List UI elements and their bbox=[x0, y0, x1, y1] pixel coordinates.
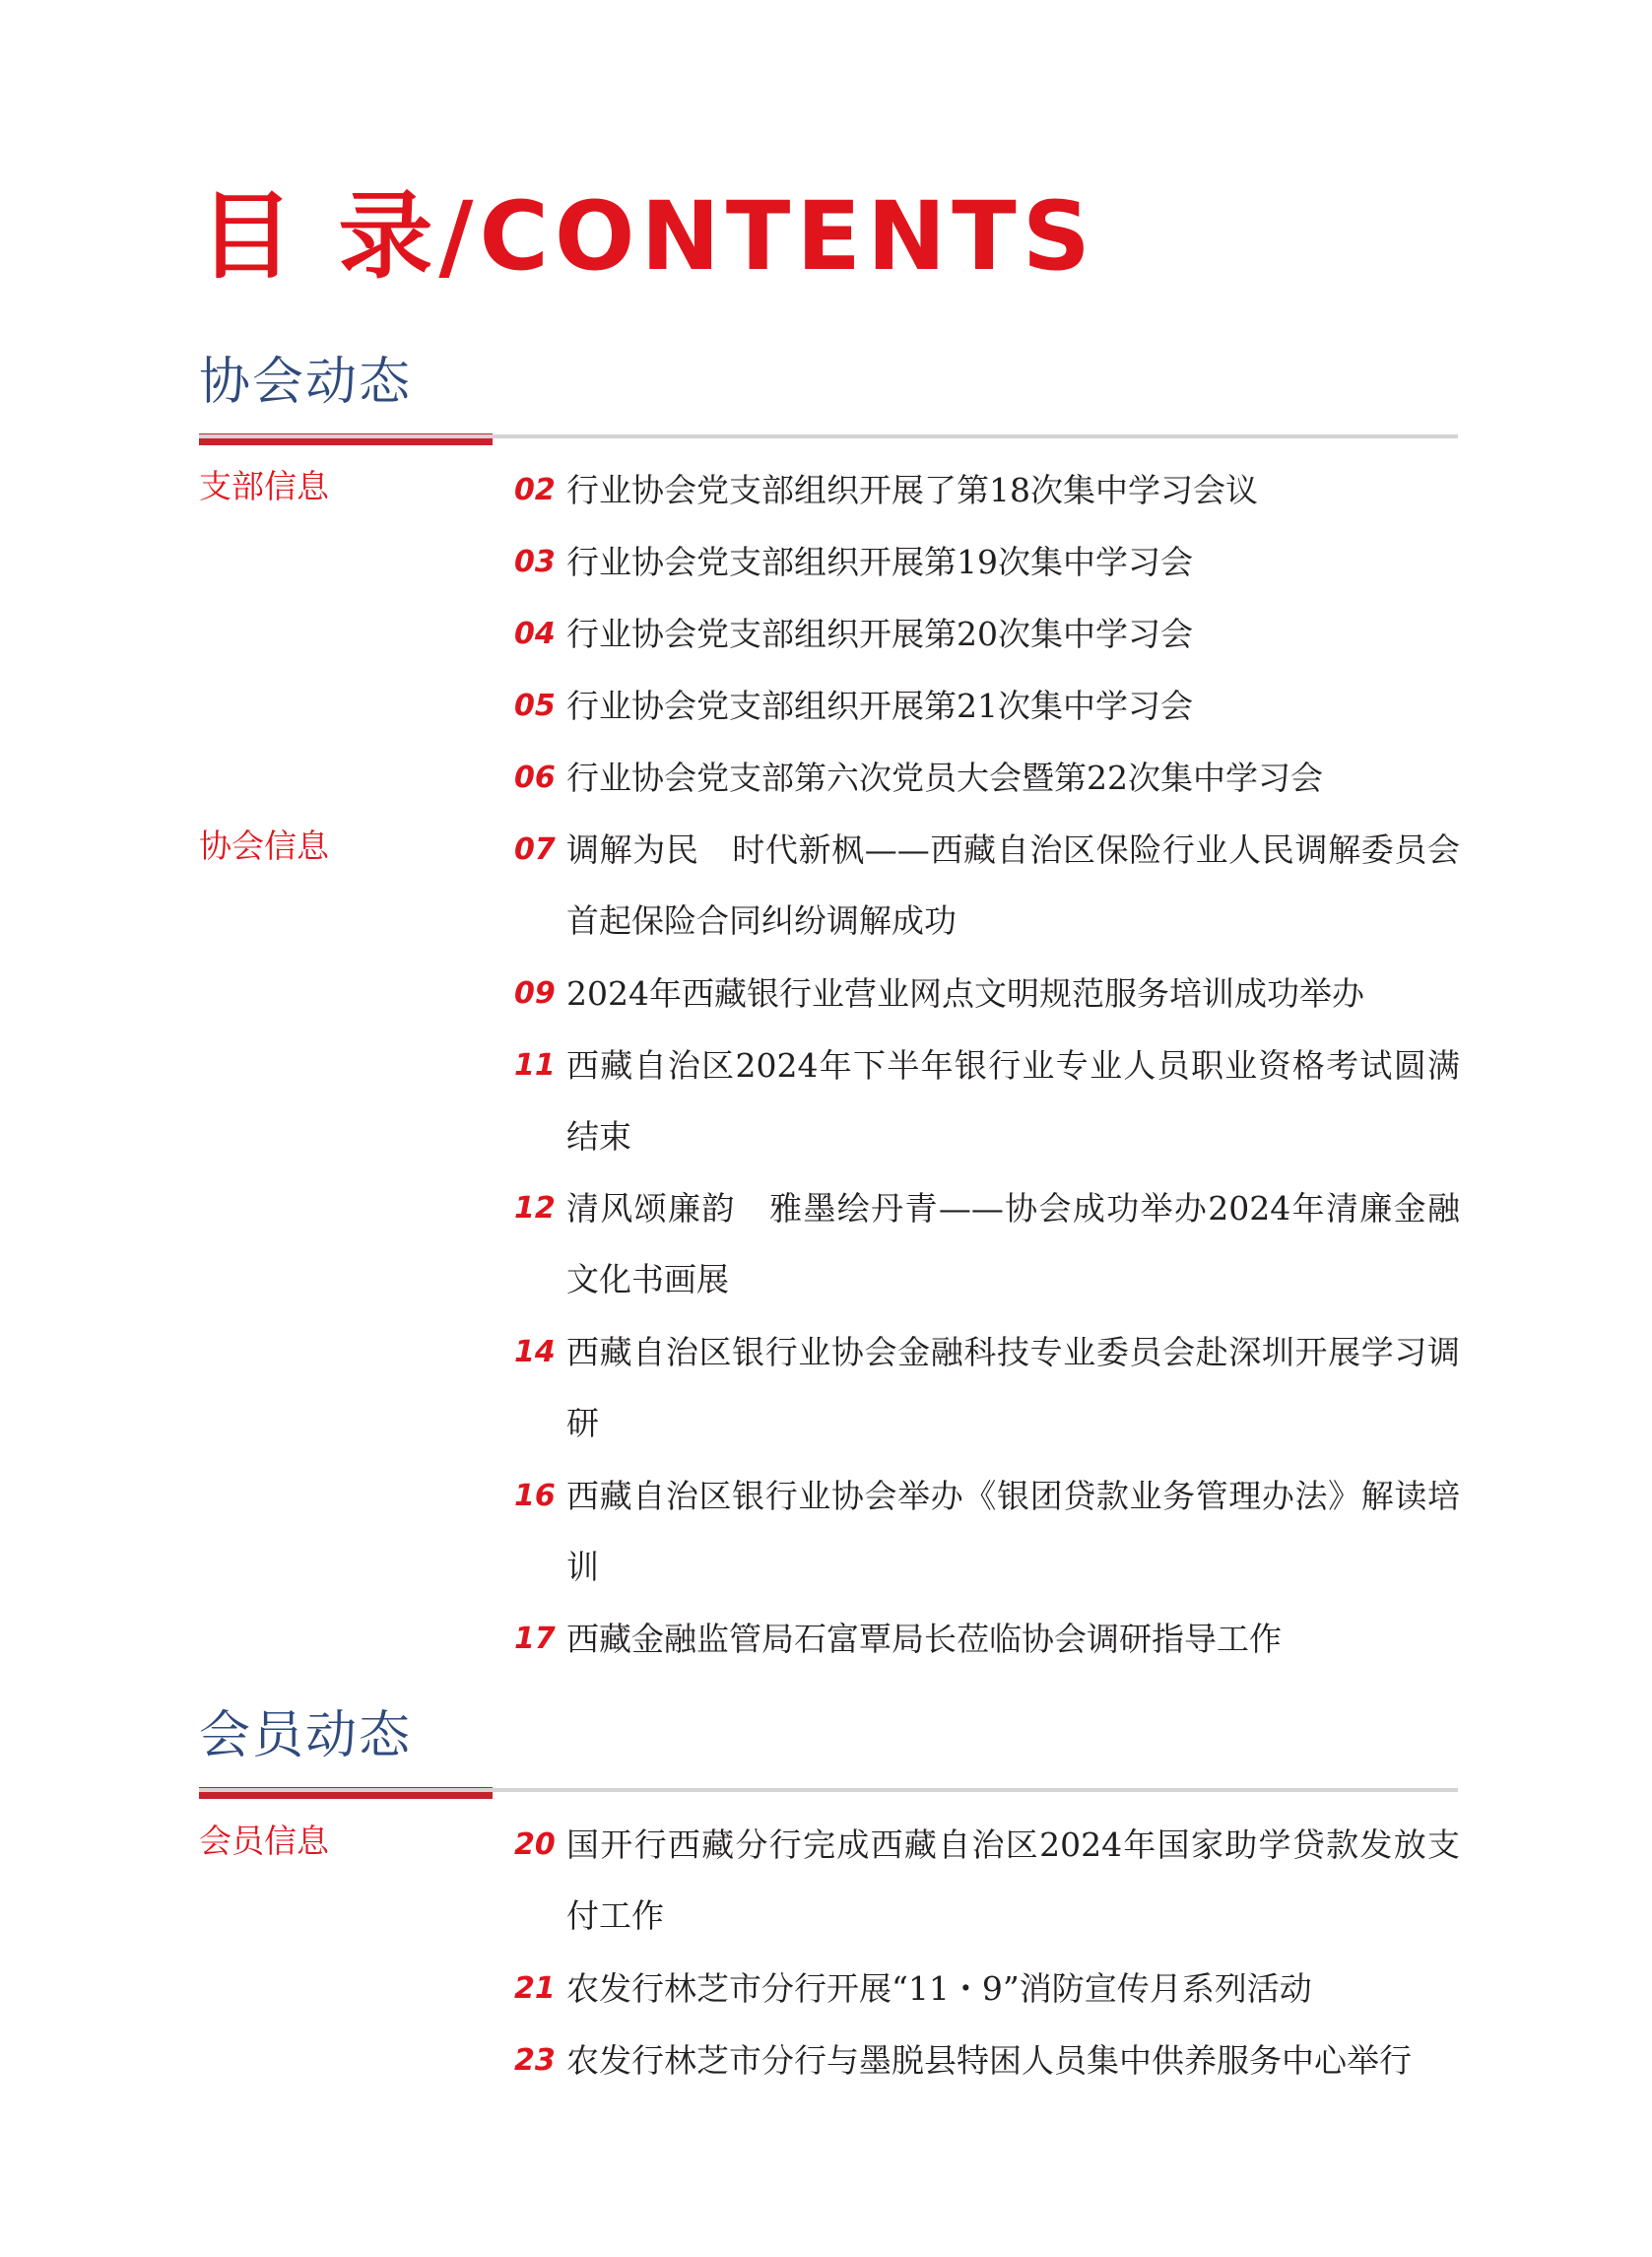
toc-page-number: 06 bbox=[514, 761, 556, 795]
toc-page-number: 09 bbox=[514, 976, 556, 1011]
toc-entry-title: 清风颂廉韵 雅墨绘丹青——协会成功举办2024年清廉金融文化书画展 bbox=[566, 1189, 1460, 1298]
category-member-info: 会员信息 bbox=[199, 1822, 329, 1860]
section-divider bbox=[199, 1787, 1458, 1799]
toc-entry[interactable] bbox=[514, 1620, 1462, 1691]
section-heading-member-news: 会员动态 bbox=[199, 1706, 413, 1765]
toc-page-number: 04 bbox=[514, 617, 556, 651]
toc-entry-title: 西藏自治区2024年下半年银行业专业人员职业资格考试圆满结束 bbox=[566, 1046, 1460, 1156]
toc-entry-title: 行业协会党支部第六次党员大会暨第22次集中学习会 bbox=[566, 759, 1323, 797]
toc-entry[interactable] bbox=[514, 1826, 1462, 1935]
toc-entry-title: 行业协会党支部组织开展了第18次集中学习会议 bbox=[566, 471, 1258, 509]
toc-entry-title: 调解为民 时代新枫——西藏自治区保险行业人民调解委员会首起保险合同纠纷调解成功 bbox=[566, 830, 1460, 940]
toc-entry-title: 国开行西藏分行完成西藏自治区2024年国家助学贷款发放支付工作 bbox=[566, 1826, 1460, 1935]
toc-page-number: 07 bbox=[514, 832, 556, 867]
toc-entry-title: 西藏自治区银行业协会金融科技专业委员会赴深圳开展学习调研 bbox=[566, 1333, 1460, 1442]
page-title: 目 录/CONTENTS bbox=[199, 181, 1096, 292]
toc-entry-title: 西藏金融监管局石富覃局长莅临协会调研指导工作 bbox=[566, 1620, 1282, 1658]
toc-entry-title: 西藏自治区银行业协会举办《银团贷款业务管理办法》解读培训 bbox=[566, 1477, 1460, 1586]
toc-entry-title: 行业协会党支部组织开展第20次集中学习会 bbox=[566, 615, 1193, 653]
toc-page-number: 16 bbox=[514, 1479, 556, 1513]
toc-page-number: 20 bbox=[514, 1827, 556, 1862]
toc-entry-title: 农发行林芝市分行与墨脱县特困人员集中供养服务中心举行 bbox=[566, 2041, 1412, 2080]
toc-entry[interactable] bbox=[514, 2041, 1462, 2112]
toc-entry[interactable] bbox=[514, 1046, 1462, 1156]
toc-entry[interactable] bbox=[514, 1477, 1462, 1586]
toc-page-number: 14 bbox=[514, 1335, 556, 1369]
category-branch-info: 支部信息 bbox=[199, 467, 329, 505]
toc-page-number: 11 bbox=[514, 1048, 556, 1083]
toc-page-number: 17 bbox=[514, 1622, 556, 1656]
toc-entry-title: 行业协会党支部组织开展第19次集中学习会 bbox=[566, 543, 1193, 581]
toc-entry[interactable] bbox=[514, 830, 1462, 940]
toc-entry[interactable] bbox=[514, 1333, 1462, 1442]
toc-page-number: 05 bbox=[514, 689, 556, 723]
toc-entry-title: 农发行林芝市分行开展“11・9”消防宣传月系列活动 bbox=[566, 1969, 1312, 2008]
toc-page-number: 12 bbox=[514, 1191, 556, 1226]
toc-page-number: 02 bbox=[514, 473, 556, 507]
toc-page-number: 23 bbox=[514, 2043, 556, 2078]
category-association-info: 协会信息 bbox=[199, 827, 329, 865]
toc-page-number: 03 bbox=[514, 545, 556, 579]
section-divider bbox=[199, 433, 1458, 445]
toc-entry-title: 2024年西藏银行业营业网点文明规范服务培训成功举办 bbox=[566, 974, 1364, 1013]
section-heading-association-news: 协会动态 bbox=[199, 353, 413, 412]
toc-page-number: 21 bbox=[514, 1971, 556, 2006]
toc-entry[interactable] bbox=[514, 1189, 1462, 1298]
toc-entry-title: 行业协会党支部组织开展第21次集中学习会 bbox=[566, 687, 1193, 725]
